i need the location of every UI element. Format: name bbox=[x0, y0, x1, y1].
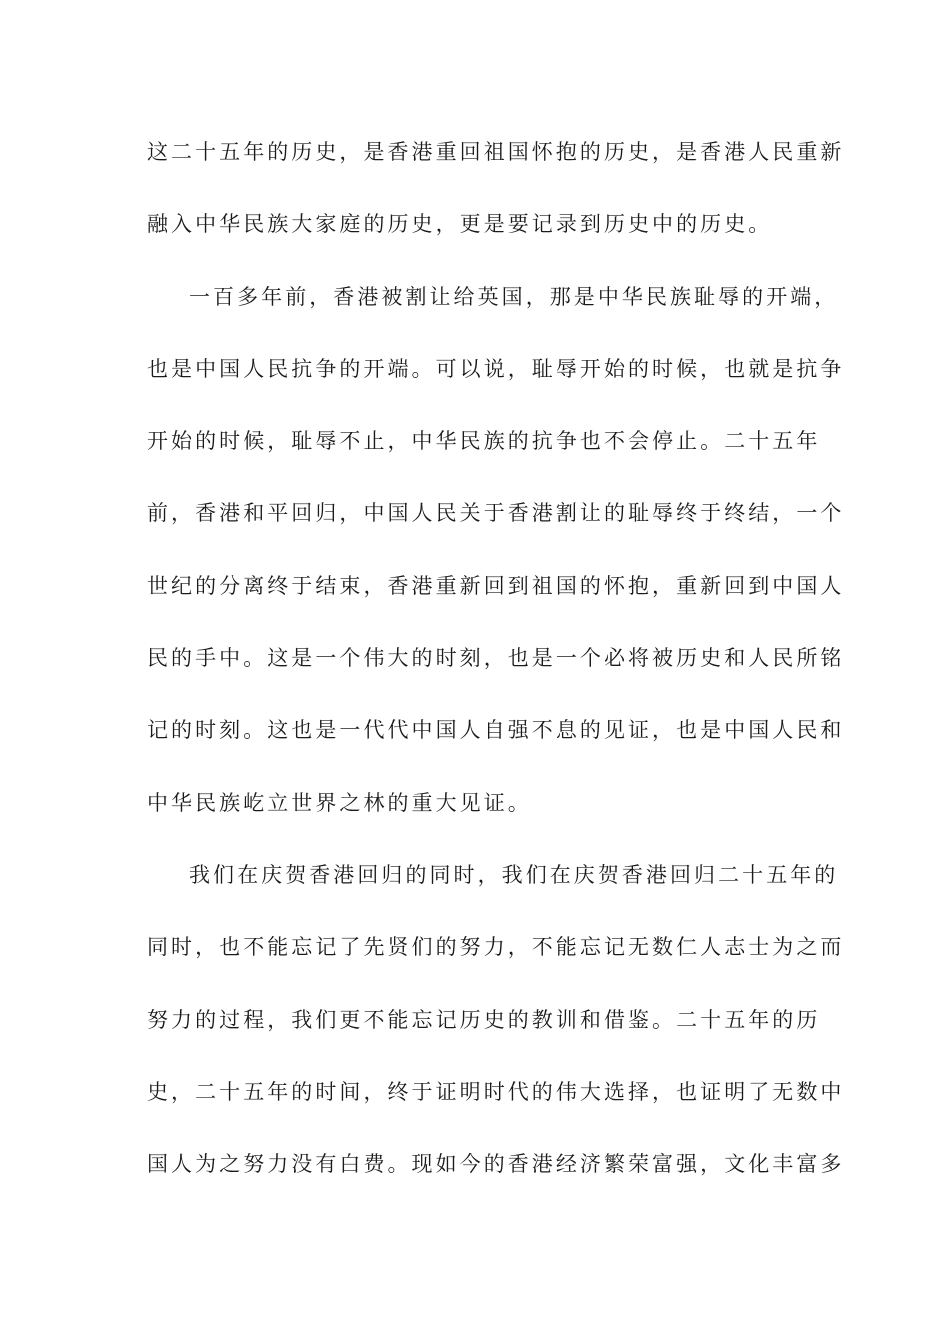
body-text bbox=[147, 128, 845, 1212]
text-line: 也是中国人民抗争的开端。可以说，耻辱开始的时候，也就是抗争 bbox=[147, 356, 845, 381]
paragraph-first-line: 我们在庆贺香港回归的同时，我们在庆贺香港回归二十五年的 bbox=[189, 862, 839, 887]
paragraph-first-line: 一百多年前，香港被割让给英国，那是中华民族耻辱的开端， bbox=[189, 284, 839, 309]
text-line: 努力的过程，我们更不能忘记历史的教训和借鉴。二十五年的历 bbox=[147, 1007, 821, 1032]
text-line: 史，二十五年的时间，终于证明时代的伟大选择，也证明了无数中 bbox=[147, 1079, 845, 1104]
text-line: 记的时刻。这也是一代代中国人自强不息的见证，也是中国人民和 bbox=[147, 718, 845, 743]
text-line: 这二十五年的历史，是香港重回祖国怀抱的历史，是香港人民重新 bbox=[147, 140, 845, 164]
text-line: 世纪的分离终于结束，香港重新回到祖国的怀抱，重新回到中国人 bbox=[147, 573, 845, 598]
text-line: 中华民族屹立世界之林的重大见证。 bbox=[147, 790, 532, 815]
text-line: 融入中华民族大家庭的历史，更是要记录到历史中的历史。 bbox=[147, 212, 773, 237]
text-line: 国人为之努力没有白费。现如今的香港经济繁荣富强，文化丰富多 bbox=[147, 1152, 845, 1177]
text-line: 民的手中。这是一个伟大的时刻，也是一个必将被历史和人民所铭 bbox=[147, 646, 845, 671]
text-line: 前，香港和平回归，中国人民关于香港割让的耻辱终于终结，一个 bbox=[147, 501, 845, 526]
text-line: 同时，也不能忘记了先贤们的努力，不能忘记无数仁人志士为之而 bbox=[147, 935, 845, 960]
text-line: 开始的时候，耻辱不止，中华民族的抗争也不会停止。二十五年 bbox=[147, 429, 821, 454]
